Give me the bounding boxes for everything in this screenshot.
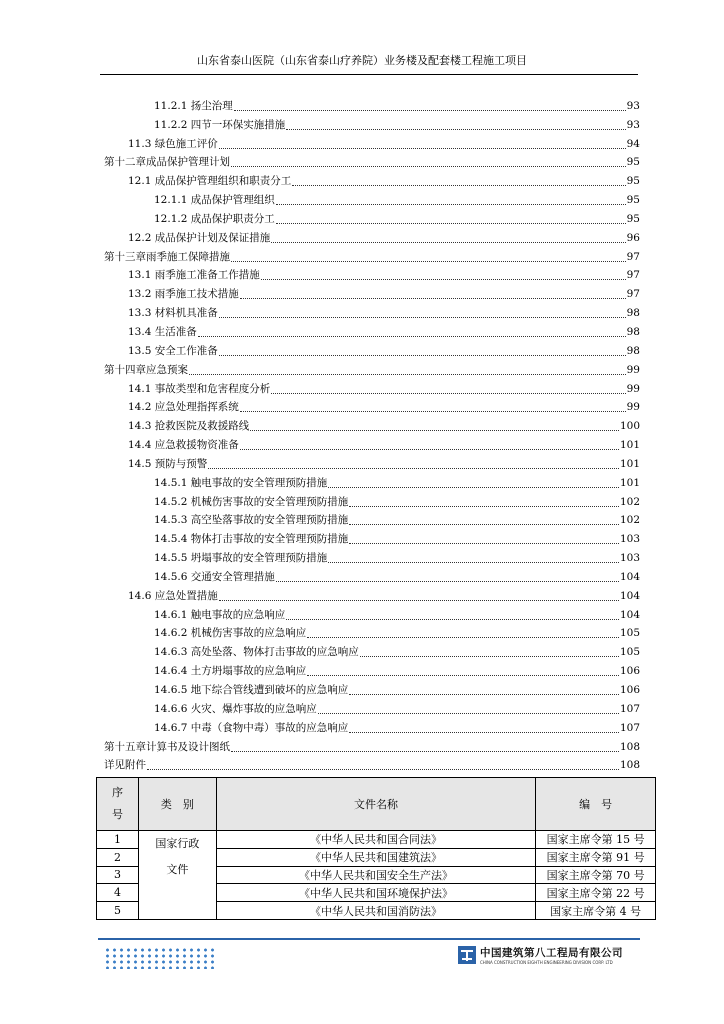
- toc-leader-dots: [328, 561, 619, 563]
- toc-entry: [104, 94, 640, 113]
- cell-number: 国家主席令第 91 号: [536, 848, 656, 866]
- toc-entry-page: 97: [626, 269, 640, 282]
- toc-entry-label: 12.1.1 成品保护管理组织: [154, 194, 275, 207]
- toc-entry-label: 14.5.4 物体打击事故的安全管理预防措施: [154, 533, 349, 546]
- toc-entry-page: 104: [619, 589, 640, 602]
- toc-entry-label: 14.3 抢救医院及救援路线: [128, 420, 250, 433]
- cell-seq: 1: [97, 831, 139, 849]
- toc-entry-page: 104: [619, 608, 640, 621]
- toc-entry: [104, 659, 640, 678]
- toc-leader-dots: [276, 203, 626, 205]
- toc-entry-page: 98: [626, 344, 640, 357]
- toc-entry-label: 第十三章雨季施工保障措施: [104, 250, 230, 263]
- toc-entry-page: 107: [619, 721, 640, 734]
- toc-entry-label: 11.3 绿色施工评价: [128, 137, 218, 150]
- toc-entry-page: 100: [619, 420, 640, 433]
- toc-entry: [104, 678, 640, 697]
- toc-entry-page: 97: [626, 288, 640, 301]
- toc-entry: [104, 339, 640, 358]
- toc-entry-label: 12.1.2 成品保护职责分工: [154, 212, 275, 225]
- toc-entry-page: 95: [626, 194, 640, 207]
- toc-entry-label: 14.6.3 高处坠落、物体打击事故的应急响应: [154, 646, 359, 659]
- toc-entry-page: 106: [619, 684, 640, 696]
- cell-seq: 5: [97, 902, 139, 920]
- toc-leader-dots: [349, 505, 619, 507]
- toc-entry: [104, 151, 640, 170]
- toc-entry-label: 第十五章计算书及设计图纸: [104, 740, 230, 753]
- toc-entry-label: 14.6.5 地下综合管线遭到破坏的应急响应: [154, 684, 349, 696]
- toc-entry: [104, 169, 640, 188]
- toc-leader-dots: [349, 731, 619, 733]
- cell-number: 国家主席令第 70 号: [536, 866, 656, 884]
- toc-leader-dots: [286, 128, 625, 130]
- toc-entry: [104, 565, 640, 584]
- toc-entry-label: 12.1 成品保护管理组织和职责分工: [128, 175, 292, 188]
- toc-entry: [104, 245, 640, 264]
- toc-entry-page: 95: [626, 175, 640, 188]
- toc-entry-label: 13.1 雨季施工准备工作措施: [128, 269, 260, 282]
- table-header-row: [97, 778, 656, 831]
- toc-leader-dots: [250, 429, 619, 431]
- toc-leader-dots: [307, 636, 619, 638]
- toc-entry: [104, 546, 640, 565]
- header-divider: [100, 74, 638, 75]
- toc-entry: [104, 226, 640, 245]
- toc-entry: [104, 640, 640, 659]
- toc-entry: [104, 603, 640, 622]
- toc-leader-dots: [271, 392, 625, 394]
- header-number: 编 号: [536, 778, 656, 831]
- footer-dot-pattern: [104, 947, 216, 969]
- category-line2: 文件: [166, 863, 189, 876]
- toc-leader-dots: [208, 467, 619, 469]
- toc-leader-dots: [328, 486, 619, 488]
- toc-entry-label: 第十二章成品保护管理计划: [104, 156, 230, 169]
- toc-leader-dots: [349, 693, 619, 695]
- toc-entry: [104, 377, 640, 396]
- toc-leader-dots: [219, 147, 626, 149]
- toc-entry-page: 93: [626, 99, 640, 112]
- toc-leader-dots: [219, 316, 626, 318]
- toc-entry-page: 101: [619, 439, 640, 452]
- toc-entry-label: 13.2 雨季施工技术措施: [128, 288, 239, 301]
- cell-seq: 3: [97, 866, 139, 884]
- cell-name: 《中华人民共和国安全生产法》: [216, 866, 535, 884]
- toc-leader-dots: [240, 297, 626, 299]
- toc-leader-dots: [231, 165, 626, 167]
- toc-entry-page: 94: [626, 137, 640, 150]
- toc-entry-page: 102: [619, 495, 640, 508]
- toc-leader-dots: [147, 768, 619, 770]
- table-row: [97, 831, 656, 849]
- toc-leader-dots: [271, 241, 625, 243]
- toc-entry-label: 14.5.3 高空坠落事故的安全管理预防措施: [154, 514, 349, 527]
- cell-name: 《中华人民共和国消防法》: [216, 902, 535, 920]
- toc-entry: [104, 527, 640, 546]
- toc-leader-dots: [240, 410, 626, 412]
- toc-entry-label: 14.6.2 机械伤害事故的应急响应: [154, 627, 307, 640]
- toc-entry-page: 105: [619, 646, 640, 659]
- toc-entry: [104, 320, 640, 339]
- toc-entry-page: 99: [626, 401, 640, 414]
- toc-entry: [104, 358, 640, 377]
- cell-number: 国家主席令第 22 号: [536, 884, 656, 902]
- company-logo-icon: [458, 946, 476, 964]
- toc-leader-dots: [219, 599, 619, 601]
- toc-leader-dots: [234, 109, 626, 111]
- toc-entry-page: 98: [626, 307, 640, 320]
- toc-entry-page: 99: [626, 363, 640, 376]
- toc-entry-label: 14.5.6 交通安全管理措施: [154, 570, 275, 583]
- toc-entry-page: 108: [619, 740, 640, 753]
- toc-entry-label: 14.6.6 火灾、爆炸事故的应急响应: [154, 702, 317, 715]
- toc-leader-dots: [231, 260, 626, 262]
- toc-entry: [104, 414, 640, 433]
- toc-entry-page: 104: [619, 570, 640, 583]
- toc-entry-page: 103: [619, 533, 640, 546]
- cell-number: 国家主席令第 15 号: [536, 831, 656, 849]
- header-seq-line1: 序: [111, 786, 123, 799]
- header-seq-line2: 号: [111, 808, 123, 821]
- toc-entry: [104, 301, 640, 320]
- toc-entry: [104, 490, 640, 509]
- cell-name: 《中华人民共和国合同法》: [216, 831, 535, 849]
- table-of-contents: [104, 94, 640, 772]
- toc-entry: [104, 396, 640, 415]
- footer-divider: [98, 938, 640, 940]
- cell-seq: 2: [97, 848, 139, 866]
- toc-entry-page: 93: [626, 118, 640, 131]
- toc-entry-page: 107: [619, 702, 640, 715]
- toc-entry: [104, 188, 640, 207]
- toc-entry-page: 108: [619, 759, 640, 772]
- toc-entry: [104, 584, 640, 603]
- toc-leader-dots: [219, 354, 626, 356]
- toc-leader-dots: [292, 184, 625, 186]
- cell-name: 《中华人民共和国建筑法》: [216, 848, 535, 866]
- toc-entry: [104, 509, 640, 528]
- cell-number: 国家主席令第 4 号: [536, 902, 656, 920]
- toc-leader-dots: [276, 222, 626, 224]
- toc-entry: [104, 697, 640, 716]
- toc-leader-dots: [198, 335, 626, 337]
- toc-entry-label: 13.4 生活准备: [128, 325, 197, 338]
- toc-entry-label: 14.6 应急处置措施: [128, 589, 218, 602]
- toc-entry-label: 11.2.1 扬尘治理: [154, 99, 233, 112]
- toc-entry-page: 96: [626, 231, 640, 244]
- toc-leader-dots: [231, 750, 619, 752]
- toc-entry: [104, 282, 640, 301]
- toc-entry-label: 第十四章应急预案: [104, 363, 188, 376]
- cell-category: [138, 831, 216, 920]
- toc-leader-dots: [307, 674, 619, 676]
- toc-entry: [104, 264, 640, 283]
- toc-entry-label: 14.6.1 触电事故的应急响应: [154, 608, 286, 621]
- header-category: 类 别: [138, 778, 216, 831]
- toc-entry-label: 14.6.7 中毒（食物中毒）事故的应急响应: [154, 721, 349, 734]
- toc-entry-label: 14.5.5 坍塌事故的安全管理预防措施: [154, 552, 328, 565]
- toc-leader-dots: [349, 542, 619, 544]
- page-header-title: 山东省泰山医院（山东省泰山疗养院）业务楼及配套楼工程施工项目: [197, 54, 527, 67]
- toc-leader-dots: [240, 448, 619, 450]
- toc-entry: [104, 716, 640, 735]
- toc-entry: [104, 113, 640, 132]
- toc-entry: [104, 735, 640, 754]
- toc-entry: [104, 754, 640, 773]
- toc-entry-label: 13.5 安全工作准备: [128, 344, 218, 357]
- toc-leader-dots: [261, 278, 626, 280]
- toc-entry-label: 14.6.4 土方坍塌事故的应急响应: [154, 665, 307, 678]
- toc-entry-page: 103: [619, 552, 640, 565]
- toc-entry: [104, 471, 640, 490]
- toc-entry-page: 101: [619, 457, 640, 470]
- toc-entry: [104, 207, 640, 226]
- header-seq: [97, 778, 139, 831]
- toc-entry: [104, 622, 640, 641]
- toc-entry-label: 12.2 成品保护计划及保证措施: [128, 231, 271, 244]
- toc-entry-label: 14.1 事故类型和危害程度分析: [128, 382, 271, 395]
- toc-entry-label: 详见附件: [104, 759, 146, 772]
- regulations-table: [96, 777, 656, 920]
- toc-entry-page: 95: [626, 156, 640, 169]
- toc-entry: [104, 433, 640, 452]
- toc-entry-label: 14.5.2 机械伤害事故的安全管理预防措施: [154, 495, 349, 508]
- toc-entry-label: 14.5 预防与预警: [128, 457, 208, 470]
- toc-entry-page: 97: [626, 250, 640, 263]
- toc-entry-label: 14.2 应急处理指挥系统: [128, 401, 239, 414]
- header-filename: 文件名称: [216, 778, 535, 831]
- category-line1: 国家行政: [155, 837, 200, 850]
- toc-leader-dots: [349, 523, 619, 525]
- toc-leader-dots: [318, 712, 619, 714]
- toc-leader-dots: [189, 373, 626, 375]
- toc-entry-page: 101: [619, 476, 640, 489]
- cell-name: 《中华人民共和国环境保护法》: [216, 884, 535, 902]
- toc-entry-label: 13.3 材料机具准备: [128, 307, 218, 320]
- toc-entry-label: 11.2.2 四节一环保实施措施: [154, 118, 286, 131]
- toc-leader-dots: [286, 618, 619, 620]
- toc-entry-label: 14.4 应急救援物资准备: [128, 439, 239, 452]
- footer-company-name-en: CHINA CONSTRUCTION EIGHTH ENGINEERING DIVISION CORP. LTD: [480, 960, 613, 965]
- toc-entry-page: 102: [619, 514, 640, 527]
- toc-entry-page: 106: [619, 665, 640, 678]
- toc-leader-dots: [276, 580, 619, 582]
- toc-entry-label: 14.5.1 触电事故的安全管理预防措施: [154, 476, 328, 489]
- toc-entry-page: 99: [626, 382, 640, 395]
- toc-entry-page: 105: [619, 627, 640, 640]
- toc-leader-dots: [360, 655, 619, 657]
- footer-company-name: 中国建筑第八工程局有限公司: [480, 947, 623, 959]
- toc-entry-page: 98: [626, 325, 640, 338]
- toc-entry: [104, 132, 640, 151]
- toc-entry-page: 95: [626, 212, 640, 225]
- toc-entry: [104, 452, 640, 471]
- cell-seq: 4: [97, 884, 139, 902]
